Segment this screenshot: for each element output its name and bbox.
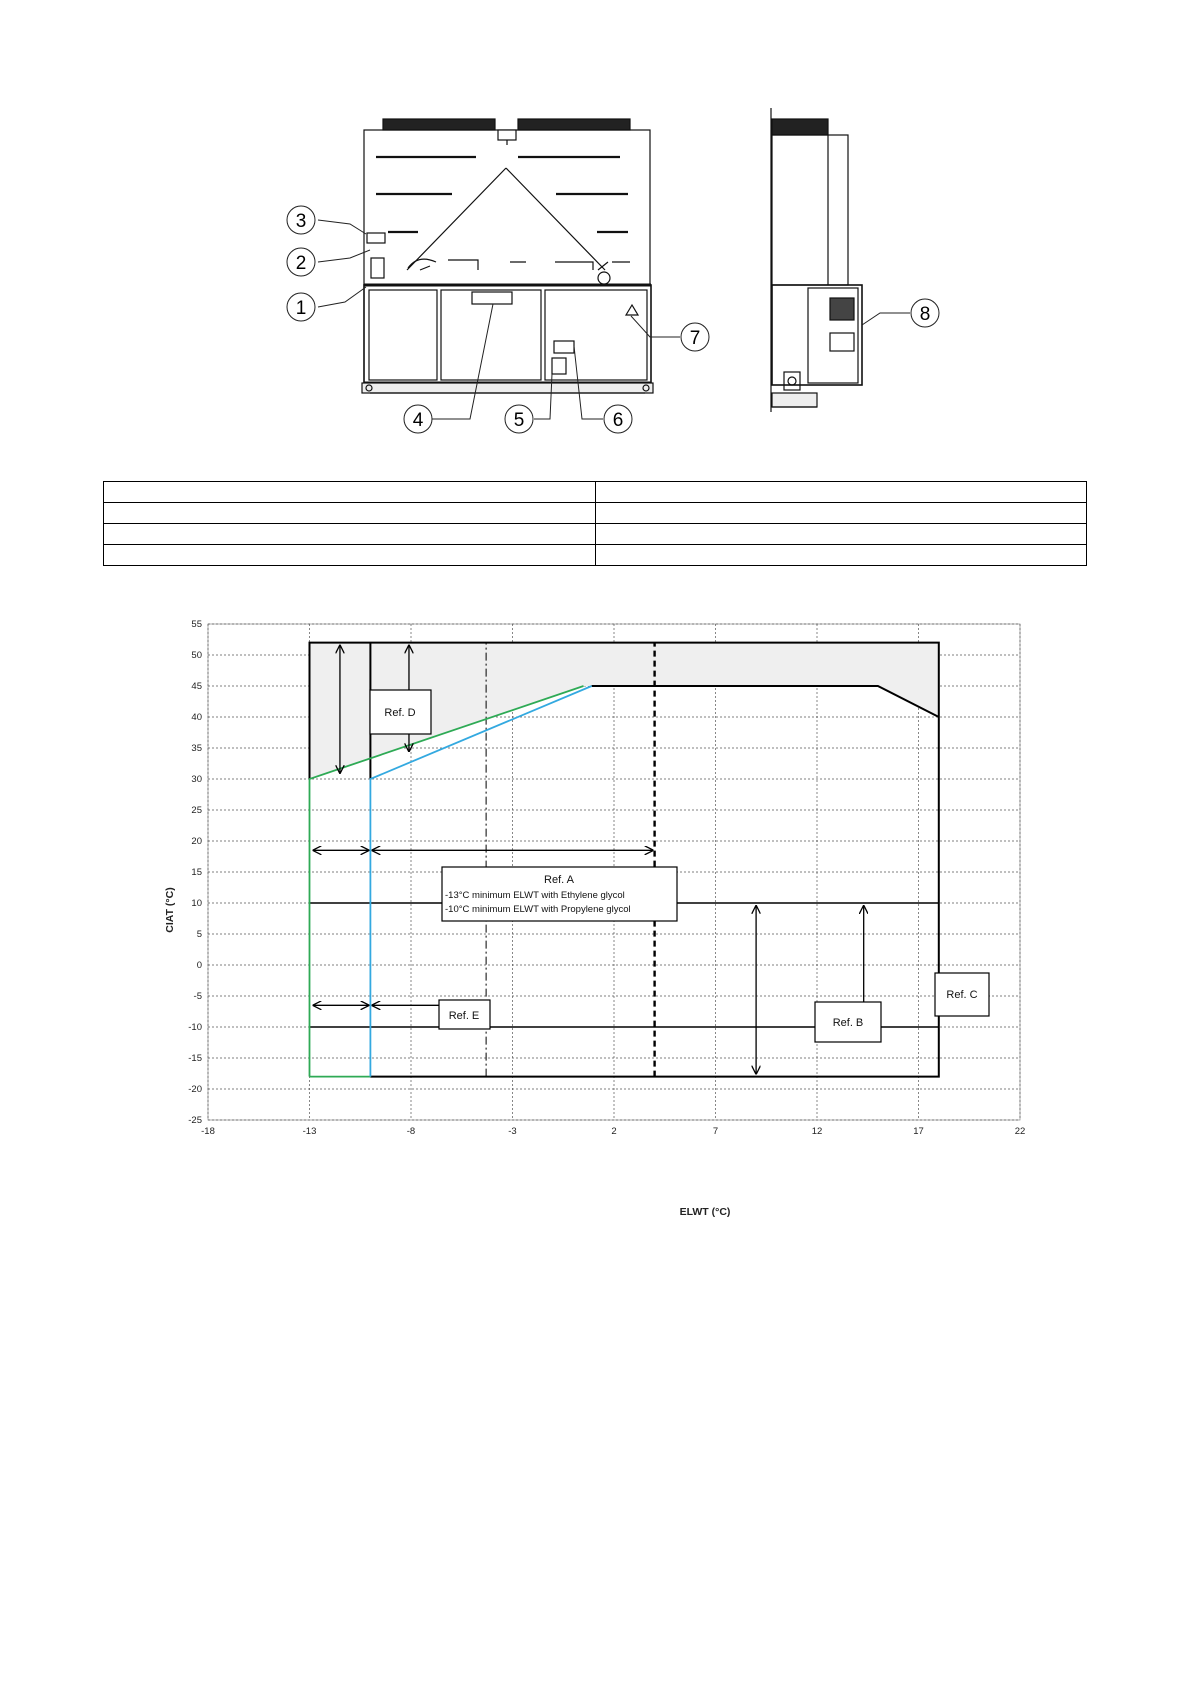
table-cell xyxy=(104,524,596,545)
callout-2: 2 xyxy=(295,253,307,274)
table-row xyxy=(104,503,1087,524)
y-tick-label: 35 xyxy=(191,743,202,754)
label-4 xyxy=(472,292,512,304)
y-tick-label: 0 xyxy=(196,960,202,971)
electrical-panel xyxy=(830,298,854,320)
x-axis-title: ELWT (°C) xyxy=(679,1206,731,1218)
callout-3: 3 xyxy=(295,211,307,232)
table-cell xyxy=(104,545,596,566)
table-row xyxy=(104,545,1087,566)
ref-d-label: Ref. D xyxy=(384,707,416,719)
label-2 xyxy=(371,258,384,278)
y-tick-label: 55 xyxy=(191,619,202,630)
callout-6: 6 xyxy=(612,410,624,431)
table-cell xyxy=(104,482,596,503)
table-row xyxy=(104,482,1087,503)
unit-drawing xyxy=(0,0,1190,470)
ref-c-label: Ref. C xyxy=(946,989,978,1001)
table-cell xyxy=(595,503,1087,524)
ref-a-note-ethylene: -13°C minimum ELWT with Ethylene glycol xyxy=(445,890,625,901)
ref-a-label: Ref. A xyxy=(544,874,574,886)
fan-left xyxy=(383,119,495,130)
callout-8: 8 xyxy=(919,304,931,325)
y-tick-label: 25 xyxy=(191,805,202,816)
panel-left xyxy=(369,290,437,380)
callout-1: 1 xyxy=(295,298,307,319)
ref-e-label: Ref. E xyxy=(448,1010,480,1022)
x-tick-label: 22 xyxy=(1014,1126,1026,1137)
legend-table xyxy=(103,481,1087,566)
y-tick-label: -20 xyxy=(188,1084,202,1095)
y-tick-label: 10 xyxy=(191,898,202,909)
ref-b-box xyxy=(815,1002,881,1042)
front-view xyxy=(362,119,653,393)
label-5 xyxy=(552,358,566,374)
x-tick-label: 17 xyxy=(913,1126,924,1137)
base-frame xyxy=(362,383,653,393)
y-axis-title: CIAT (°C) xyxy=(164,887,176,933)
base-compartment xyxy=(364,285,651,383)
operating-envelope-chart xyxy=(145,600,1115,1220)
ref-e-box xyxy=(439,1000,490,1029)
callout-7: 7 xyxy=(689,328,701,349)
ref-a-note-propylene: -10°C minimum ELWT with Propylene glycol xyxy=(445,904,631,915)
side-view xyxy=(771,108,862,412)
y-tick-label: -10 xyxy=(188,1022,202,1033)
side-coil xyxy=(772,135,848,285)
table-cell xyxy=(595,524,1087,545)
y-tick-label: 20 xyxy=(191,836,202,847)
x-tick-label: -18 xyxy=(201,1126,215,1137)
ref-d-box xyxy=(370,690,431,734)
table-row xyxy=(104,524,1087,545)
warning-label xyxy=(626,305,638,315)
ref-b-label: Ref. B xyxy=(832,1017,864,1029)
x-tick-label: -8 xyxy=(406,1126,416,1137)
ref-a-box xyxy=(442,867,677,921)
ref-c-box xyxy=(935,973,989,1016)
y-tick-label: 30 xyxy=(191,774,202,785)
label-6 xyxy=(554,341,574,353)
y-tick-label: 15 xyxy=(191,867,202,878)
callout-4: 4 xyxy=(412,410,424,431)
table-cell xyxy=(104,503,596,524)
table-cell xyxy=(595,482,1087,503)
x-tick-label: -3 xyxy=(508,1126,517,1137)
y-tick-label: -15 xyxy=(188,1053,202,1064)
side-port xyxy=(784,372,800,390)
y-tick-label: 40 xyxy=(191,712,202,723)
y-tick-label: 5 xyxy=(196,929,202,940)
x-tick-label: 12 xyxy=(811,1126,823,1137)
y-tick-label: 45 xyxy=(191,681,202,692)
x-tick-label: 2 xyxy=(611,1126,617,1137)
label-3 xyxy=(367,233,385,243)
table-cell xyxy=(595,545,1087,566)
y-tick-label: -5 xyxy=(193,991,202,1002)
coil-section xyxy=(364,130,650,285)
x-tick-label: -13 xyxy=(302,1126,317,1137)
x-tick-label: 7 xyxy=(712,1126,719,1137)
panel-right xyxy=(545,290,647,380)
callout-5: 5 xyxy=(513,410,525,431)
y-tick-label: -25 xyxy=(188,1115,202,1126)
fan-right xyxy=(518,119,630,130)
y-tick-label: 50 xyxy=(191,650,202,661)
side-label xyxy=(830,333,854,351)
